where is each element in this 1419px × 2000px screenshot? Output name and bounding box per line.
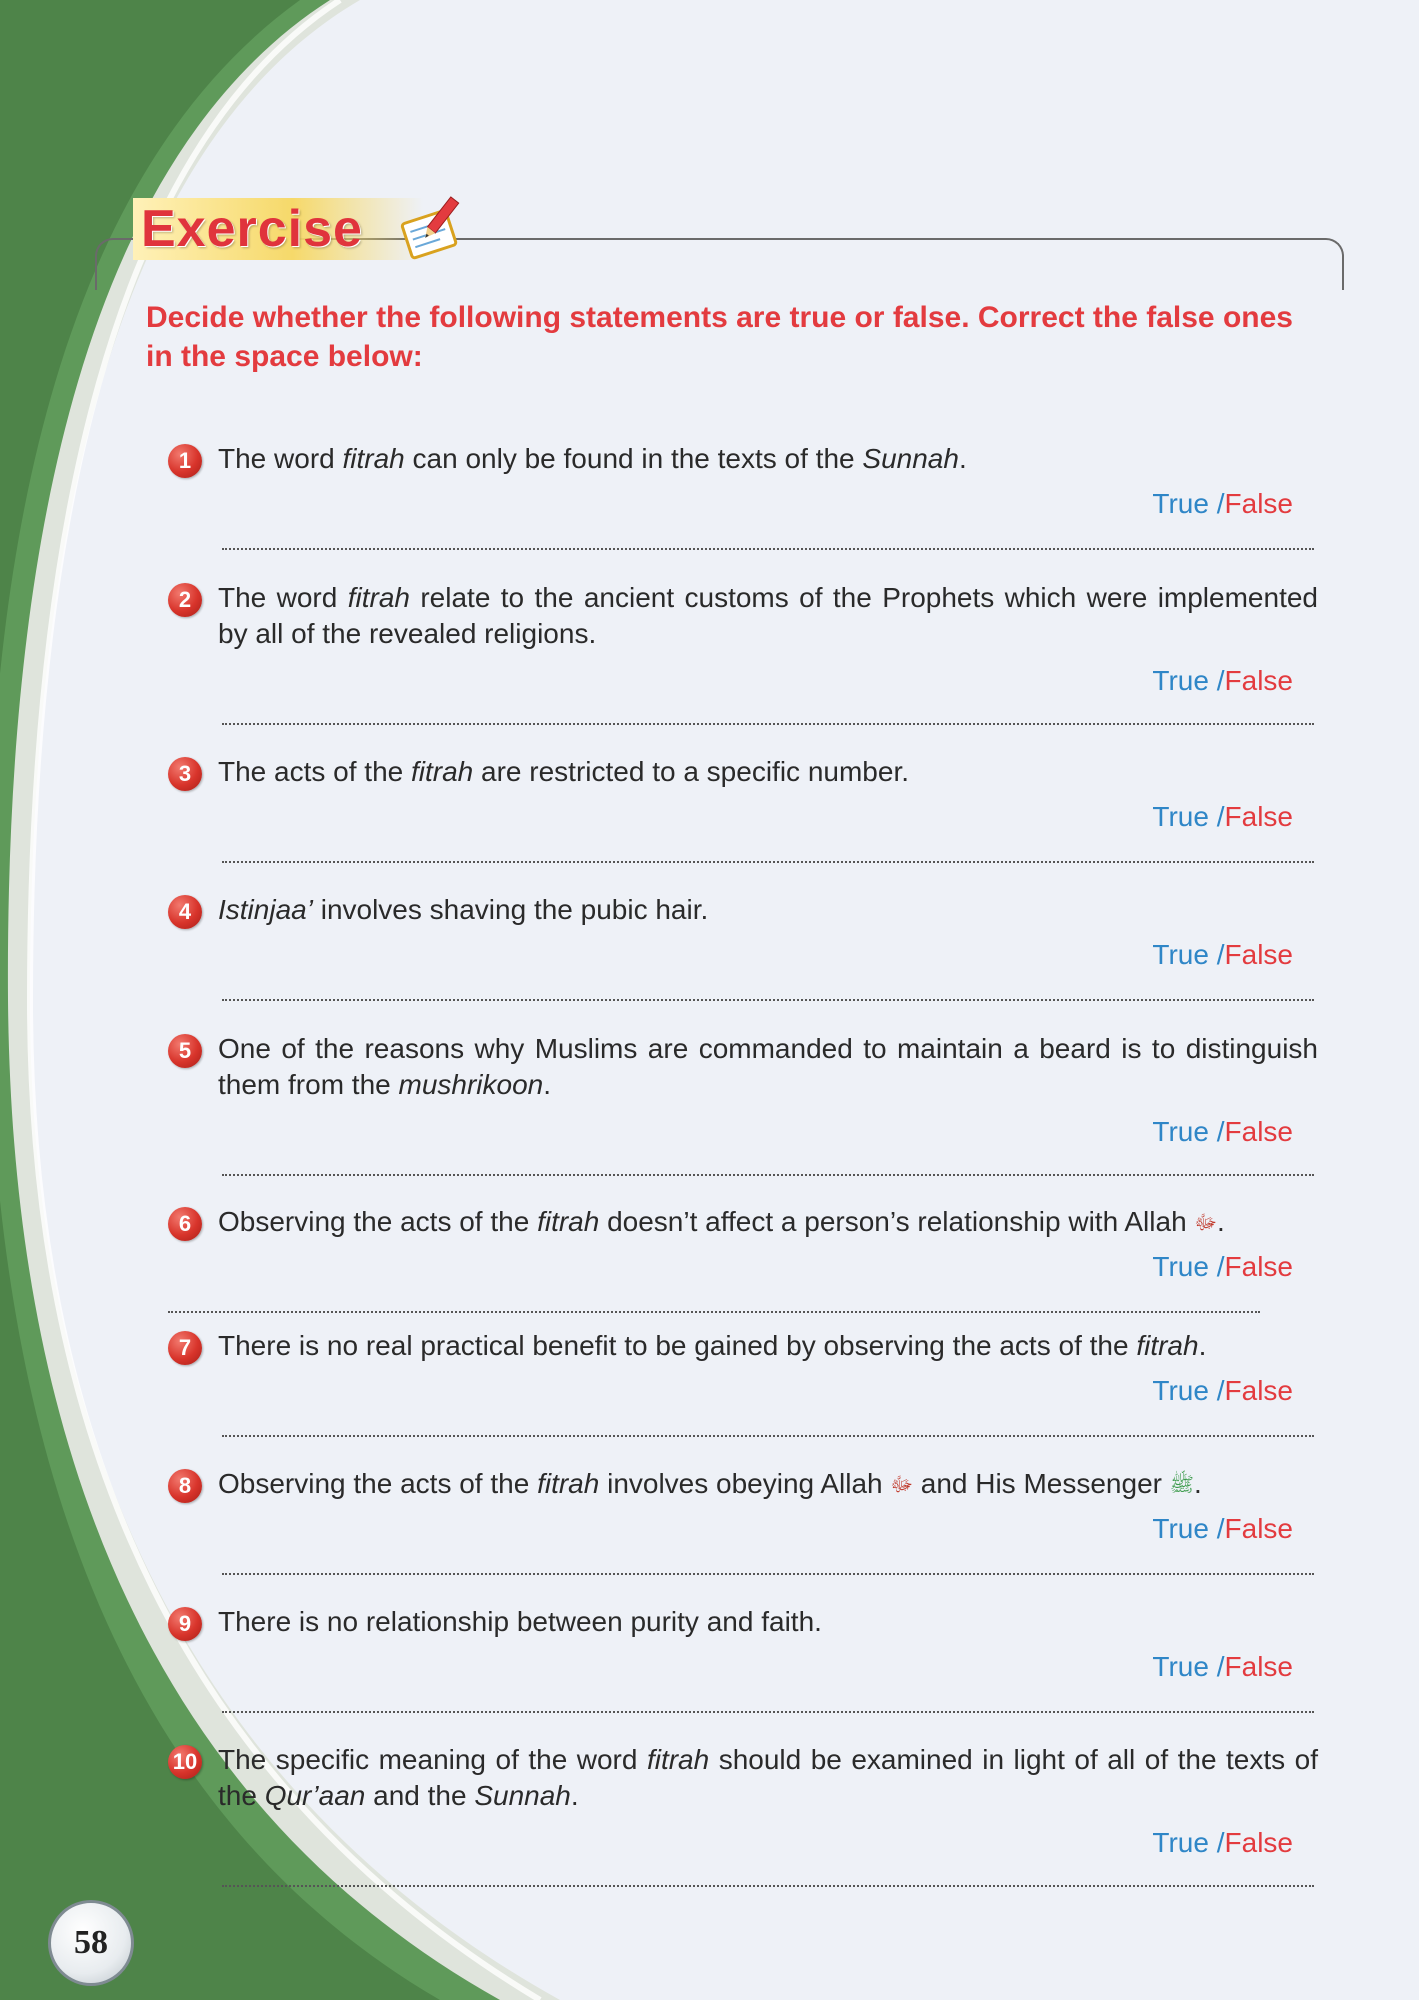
question-number: 10 [168, 1745, 202, 1779]
true-false-option[interactable]: True /False [1152, 488, 1293, 519]
exercise-title: Exercise [141, 200, 363, 258]
question-number: 6 [168, 1207, 202, 1241]
question-text: One of the reasons why Muslims are commanded to maintain a beard is to distinguish them from the mushrikoon. [218, 1033, 1318, 1100]
answer-line[interactable] [222, 1435, 1314, 1437]
true-false-option[interactable]: True /False [1152, 939, 1293, 970]
true-false-option[interactable]: True /False [1152, 1513, 1293, 1544]
question-text: Istinjaa’ involves shaving the pubic hair. [218, 894, 709, 925]
question-text: The specific meaning of the word fitrah should be examined in light of all of the texts of the Qur’aan and the Sunnah. [218, 1744, 1318, 1811]
answer-line[interactable] [222, 999, 1314, 1001]
question-text: The word fitrah relate to the ancient customs of the Prophets which were implemented by all of the revealed religions. [218, 582, 1318, 649]
answer-line[interactable] [222, 1573, 1314, 1575]
answer-line[interactable] [222, 548, 1314, 550]
question-text: The word fitrah can only be found in the texts of the Sunnah. [218, 443, 967, 474]
true-false-option[interactable]: True /False [1152, 1116, 1293, 1147]
answer-line[interactable] [222, 723, 1314, 725]
question-number: 3 [168, 757, 202, 791]
question-number: 5 [168, 1034, 202, 1068]
question-text: Observing the acts of the fitrah doesn’t affect a person’s relationship with Allah ﷻ. [218, 1206, 1225, 1237]
answer-line[interactable] [222, 861, 1314, 863]
instructions: Decide whether the following statements are true or false. Correct the false ones in the space below: [146, 301, 1293, 373]
question-text: The acts of the fitrah are restricted to a specific number. [218, 756, 909, 787]
page-number: 58 [48, 1900, 134, 1986]
question-text: Observing the acts of the fitrah involves obeying Allah ﷻ and His Messenger ﷺ. [218, 1468, 1202, 1499]
true-false-option[interactable]: True /False [1152, 665, 1293, 696]
true-false-option[interactable]: True /False [1152, 1375, 1293, 1406]
true-false-option[interactable]: True /False [1152, 801, 1293, 832]
honorific-allah-icon: ﷻ [1194, 1212, 1217, 1234]
question-number: 9 [168, 1607, 202, 1641]
question-number: 8 [168, 1469, 202, 1503]
true-false-option[interactable]: True /False [1152, 1251, 1293, 1282]
question-number: 7 [168, 1331, 202, 1365]
answer-line[interactable] [222, 1711, 1314, 1713]
honorific-allah-icon: ﷻ [890, 1474, 913, 1496]
answer-line[interactable] [222, 1174, 1314, 1176]
question-text: There is no real practical benefit to be gained by observing the acts of the fitrah. [218, 1330, 1207, 1361]
answer-line[interactable] [168, 1311, 1260, 1313]
honorific-messenger-icon: ﷺ [1169, 1474, 1194, 1496]
pencil-notepad-icon [392, 194, 468, 264]
question-number: 2 [168, 583, 202, 617]
true-false-option[interactable]: True /False [1152, 1827, 1293, 1858]
exercise-banner [133, 198, 423, 260]
question-text: There is no relationship between purity and faith. [218, 1606, 822, 1637]
true-false-option[interactable]: True /False [1152, 1651, 1293, 1682]
question-number: 1 [168, 444, 202, 478]
question-number: 4 [168, 895, 202, 929]
answer-line[interactable] [222, 1885, 1314, 1887]
